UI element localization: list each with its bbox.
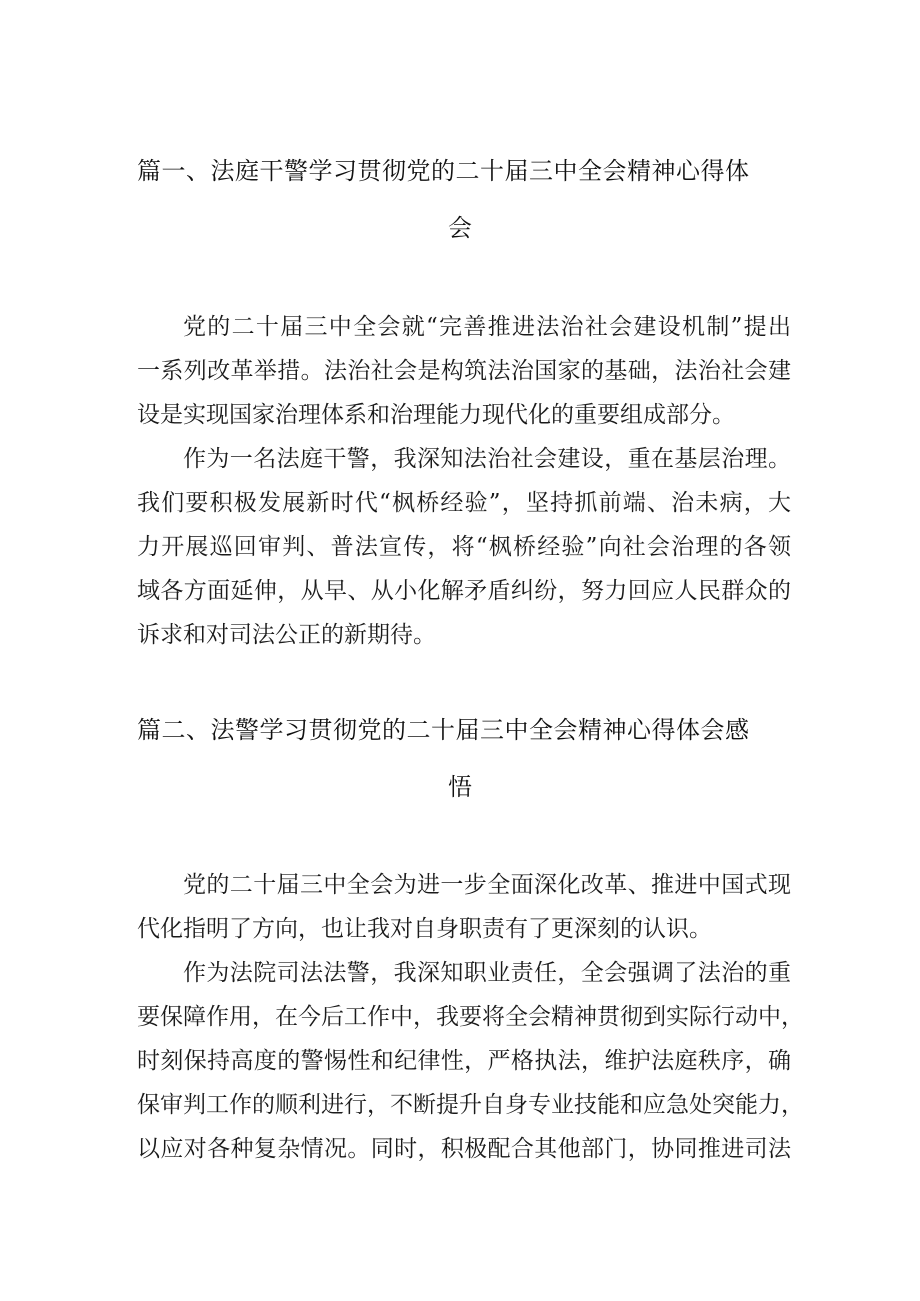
paragraph-line: 代化指明了方向，也让我对自身职责有了更深刻的认识。 (137, 916, 712, 942)
paragraph-line: 保审判工作的顺利进行，不断提升自身专业技能和应急处突能力， (137, 1092, 804, 1118)
section-2-heading: 篇二、法警学习贯彻党的二十届三中全会精神心得体会感 (137, 716, 750, 744)
paragraph-line: 力开展巡回审判、普法宣传，将“枫桥经验”向社会治理的各领 (137, 534, 791, 560)
paragraph-line: 一系列改革举措。法治社会是构筑法治国家的基础，法治社会建 (137, 358, 791, 384)
paragraph-line: 作为法院司法法警，我深知职业责任，全会强调了法治的重 (183, 960, 791, 986)
paragraph-line: 作为一名法庭干警，我深知法治社会建设，重在基层治理。 (183, 446, 791, 472)
paragraph-line: 我们要积极发展新时代“枫桥经验”，坚持抓前端、治未病，大 (137, 490, 791, 516)
paragraph-line: 党的二十届三中全会就“完善推进法治社会建设机制”提出 (183, 314, 791, 340)
paragraph-line: 域各方面延伸，从早、从小化解矛盾纠纷，努力回应人民群众的 (137, 578, 791, 604)
paragraph-line: 要保障作用，在今后工作中，我要将全会精神贯彻到实际行动中， (137, 1004, 804, 1030)
section-1-heading-continued: 会 (448, 214, 472, 242)
paragraph-line: 时刻保持高度的警惕性和纪律性，严格执法，维护法庭秩序，确 (137, 1048, 791, 1074)
section-2-heading-continued: 悟 (448, 773, 472, 801)
paragraph-line: 以应对各种复杂情况。同时，积极配合其他部门，协同推进司法 (137, 1136, 791, 1162)
section-1-heading: 篇一、法庭干警学习贯彻党的二十届三中全会精神心得体 (137, 157, 750, 185)
paragraph-line: 设是实现国家治理体系和治理能力现代化的重要组成部分。 (137, 402, 735, 428)
paragraph-line: 诉求和对司法公正的新期待。 (137, 622, 436, 648)
paragraph-line: 党的二十届三中全会为进一步全面深化改革、推进中国式现 (183, 872, 791, 898)
